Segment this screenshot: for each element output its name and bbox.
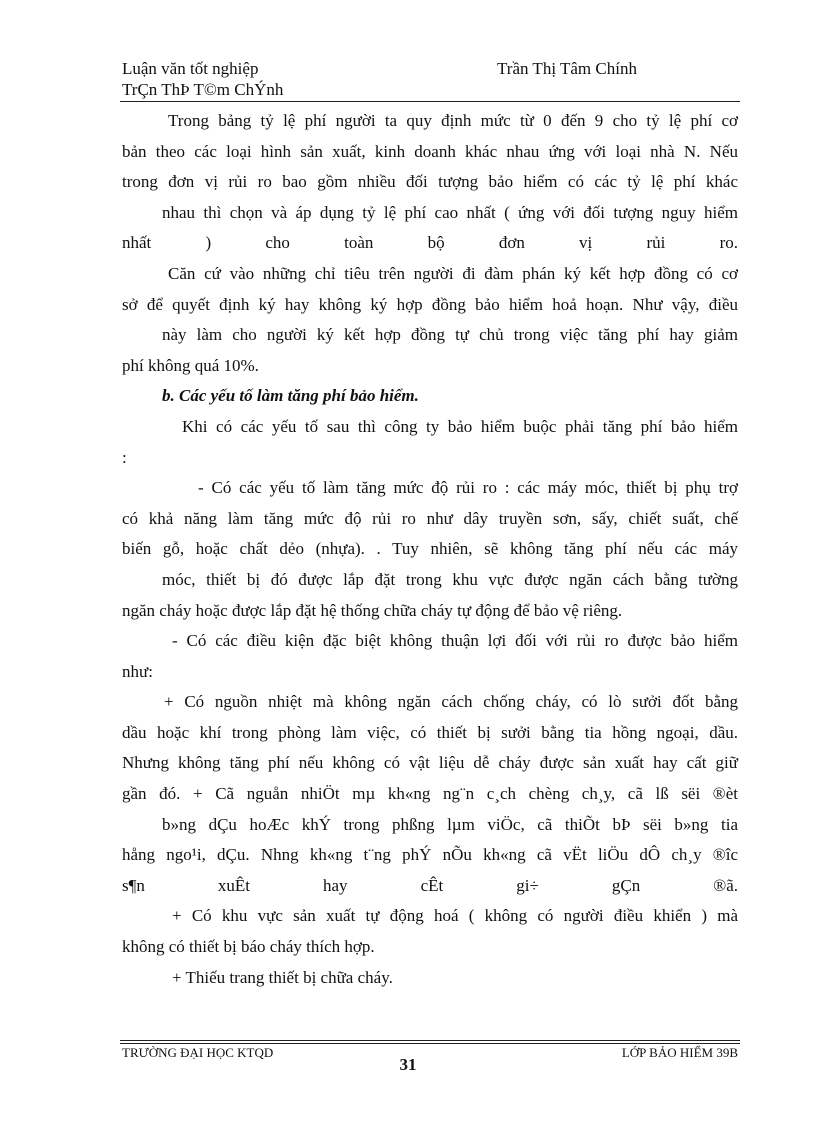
footer-university: TRƯỜNG ĐẠI HỌC KTQD xyxy=(122,1045,274,1060)
text-line: sở để quyết định ký hay không ký hợp đồng bảo hiểm hoả hoạn. Như vậy, điều xyxy=(122,294,738,314)
text-line: s¶n xuÊt hay cÊt gi÷ gÇn ®ã. xyxy=(122,875,738,895)
text-line: không có thiết bị báo cháy thích hợp. xyxy=(122,937,375,957)
text-line: + Có nguồn nhiệt mà không ngăn cách chống cháy, có lò sưởi đốt bằng xyxy=(164,692,738,712)
text-line: Trong bảng tỷ lệ phí người ta quy định mức từ 0 đến 9 cho tỷ lệ phí cơ xyxy=(168,111,738,130)
body-text xyxy=(122,106,738,993)
text-line: biến gỗ, hoặc chất dẻo (nhựa). . Tuy nhiên, sẽ không tăng phí nếu các máy xyxy=(122,539,738,559)
text-line: : xyxy=(122,447,127,467)
header-thesis-title: Luận văn tốt nghiệp xyxy=(122,59,259,78)
text-line: + Có khu vực sản xuất tự động hoá ( không có người điều khiển ) mà xyxy=(172,906,738,926)
text-line: dầu hoặc khí trong phòng làm việc, có thiết bị sưởi bằng tia hồng ngoại, dầu. xyxy=(122,722,738,742)
text-line: ngăn cháy hoặc được lắp đặt hệ thống chữa cháy tự động để bảo vệ riêng. xyxy=(122,600,623,620)
header-rule xyxy=(120,101,740,102)
text-line: trong đơn vị rủi ro bao gồm nhiều đối tượng bảo hiểm có các tỷ lệ phí khác xyxy=(122,172,738,192)
text-line: Căn cứ vào những chỉ tiêu trên người đi đàm phán ký kết hợp đồng có cơ xyxy=(168,263,738,283)
text-line: móc, thiết bị đó được lắp đặt trong khu vực được ngăn cách bằng tường xyxy=(162,569,738,589)
footer-rule xyxy=(120,1040,740,1041)
text-line: này làm cho người ký kết hợp đồng tự chủ trong việc tăng phí hay giảm xyxy=(162,325,738,345)
text-line: hång ngo¹i, dÇu. Nhng kh«ng t¨ng phÝ nÕu kh«ng cã vËt liÖu dÔ ch¸y ®îc xyxy=(122,845,738,865)
text-line: nhất ) cho toàn bộ đơn vị rủi ro. xyxy=(122,233,738,253)
section-heading: b. Các yếu tố làm tăng phí bảo hiểm. xyxy=(162,386,419,406)
header-author-garbled: TrÇn ThÞ T©m ChÝnh xyxy=(122,80,284,99)
text-line: nhau thì chọn và áp dụng tỷ lệ phí cao nhất ( ứng với đối tượng nguy hiểm xyxy=(162,202,738,222)
text-line: - Có các yếu tố làm tăng mức độ rủi ro : các máy móc, thiết bị phụ trợ xyxy=(198,478,738,498)
footer-rule xyxy=(120,1043,740,1044)
text-line: Nhưng không tăng phí nếu không có vật liệu dễ cháy được sản xuất hay cất giữ xyxy=(122,753,738,773)
text-line: như: xyxy=(122,661,153,681)
header-author: Trần Thị Tâm Chính xyxy=(497,59,637,78)
page-number: 31 xyxy=(399,1055,417,1074)
text-line: có khả năng làm tăng mức độ rủi ro như dây truyền sơn, sấy, chiết suất, chế xyxy=(122,508,738,528)
text-line: Khi có các yếu tố sau thì công ty bảo hiểm buộc phải tăng phí bảo hiểm xyxy=(182,416,738,436)
footer-class: LỚP BẢO HIỂM 39B xyxy=(621,1045,738,1060)
text-line: - Có các điều kiện đặc biệt không thuận lợi đối với rủi ro được bảo hiểm xyxy=(172,631,738,651)
text-line: phí không quá 10%. xyxy=(122,355,259,375)
text-line: gần đó. + Cã nguån nhiÖt mµ kh«ng ng¨n c¸ch chèng ch¸y, cã lß sëi ®èt xyxy=(122,784,738,804)
text-line: bản theo các loại hình sản xuất, kinh doanh khác nhau ứng với loại nhà N. Nếu xyxy=(122,141,738,161)
text-line: + Thiếu trang thiết bị chữa cháy. xyxy=(172,967,393,987)
text-line: b»ng dÇu hoÆc khÝ trong phßng lµm viÖc, cã thiÕt bÞ sëi b»ng tia xyxy=(162,814,738,834)
